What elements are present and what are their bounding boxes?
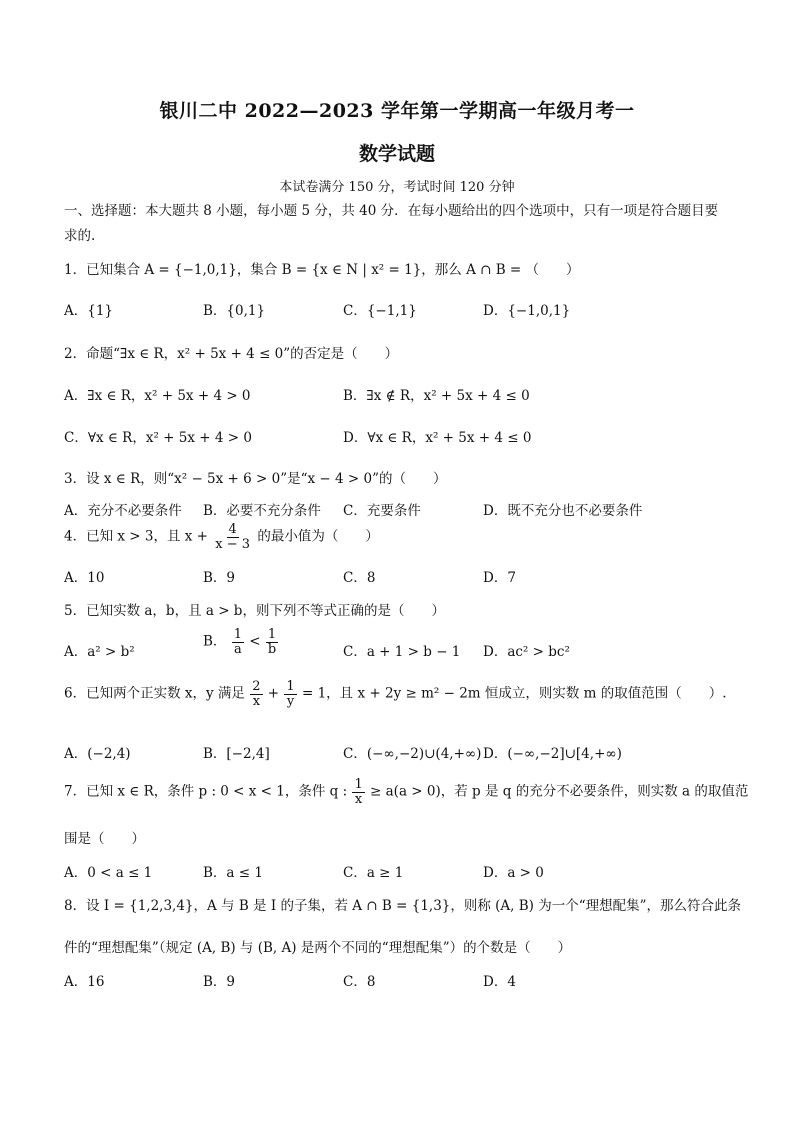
fraction-numerator: 1: [354, 777, 363, 792]
question-8-option-d: D．4: [483, 974, 516, 990]
question-1-option-c: C．{−1,1}: [343, 303, 417, 319]
question-3-option-d: D．既不充分也不必要条件: [483, 503, 643, 519]
question-6-stem-end: = 1，且 x + 2y ≥ m² − 2m 恒成立，则实数 m 的取值范围（ ）.: [301, 685, 727, 702]
question-7-option-c: C．a ≥ 1: [343, 865, 404, 881]
question-7-stem-end: ≥ a(a > 0)，若 p 是 q 的充分不必要条件，则实数 a 的取值范: [370, 783, 749, 800]
question-2-option-c: C．∀x ∈ R，x² + 5x + 4 > 0: [64, 430, 252, 446]
section-instruction-line2: 求的.: [64, 228, 96, 244]
fraction-denominator: b: [267, 641, 277, 657]
question-1-option-a: A．{1}: [64, 303, 114, 319]
question-6-stem: [64, 680, 727, 708]
question-1-option-b: B．{0,1}: [203, 303, 266, 319]
question-8-stem: 8．设 I = {1,2,3,4}，A 与 B 是 I 的子集，若 A ∩ B = {1,3}，则称 (A, B) 为一个“理想配集”，那么符合此条: [64, 898, 742, 914]
question-5-option-d: D．ac² > bc²: [483, 644, 570, 660]
question-4-stem-end: 的最小值为（ ）: [257, 528, 379, 545]
question-4-option-c: C．8: [343, 570, 376, 586]
question-5-option-b: [203, 628, 279, 656]
question-2-stem: 2．命题“∃x ∈ R，x² + 5x + 4 ≤ 0”的否定是（ ）: [64, 346, 399, 362]
question-4-stem-start: 4．已知 x > 3，且 x +: [64, 528, 208, 545]
question-8-stem-line2: 件的“理想配集”（规定 (A, B) 与 (B, A) 是两个不同的“理想配集”）的个数是（ ）: [64, 940, 572, 956]
question-4-fraction: [213, 523, 252, 551]
fraction-two-over-x: [250, 680, 262, 708]
fraction-numerator: 4: [228, 522, 237, 537]
question-4-option-a: A．10: [64, 570, 105, 586]
exam-subtitle: 数学试题: [358, 143, 435, 165]
question-7-option-a: A．0 < a ≤ 1: [64, 865, 153, 881]
fraction-one-over-b: [266, 628, 278, 656]
question-6-option-b: B．[−2,4]: [203, 746, 270, 762]
question-4-option-d: D．7: [483, 570, 516, 586]
question-5-stem: 5．已知实数 a，b，且 a > b，则下列不等式正确的是（ ）: [64, 603, 445, 619]
fraction-one-over-a: [232, 628, 244, 656]
question-3-option-a: A．充分不必要条件: [64, 503, 182, 519]
question-2-option-b: B．∃x ∉ R，x² + 5x + 4 ≤ 0: [343, 388, 530, 404]
question-5-option-c: C．a + 1 > b − 1: [343, 644, 461, 660]
fraction-one-over-y: [284, 680, 296, 708]
fraction-numerator: 2: [252, 679, 261, 694]
fraction-denominator: y: [286, 693, 295, 709]
question-6-option-d: D．(−∞,−2]∪[4,+∞): [483, 746, 622, 762]
fraction-numerator: 1: [286, 679, 295, 694]
question-6-option-a: A．(−2,4): [64, 746, 131, 762]
question-5-option-a: A．a² > b²: [64, 644, 135, 660]
fraction-one-over-x: [352, 778, 364, 806]
question-8-option-b: B．9: [203, 974, 236, 990]
question-2-option-d: D．∀x ∈ R，x² + 5x + 4 ≤ 0: [343, 430, 532, 446]
question-6-option-c: C．(−∞,−2)∪(4,+∞): [343, 746, 482, 762]
fraction-denominator: x: [252, 693, 261, 709]
less-than-sign: <: [249, 633, 261, 650]
question-8-option-c: C．8: [343, 974, 376, 990]
question-6-stem-start: 6．已知两个正实数 x，y 满足: [64, 685, 245, 702]
question-4-option-b: B．9: [203, 570, 236, 586]
exam-info: 本试卷满分 150 分，考试时间 120 分钟: [279, 180, 515, 195]
question-7-stem: [64, 778, 748, 806]
exam-title: 银川二中 2022—2023 学年第一学期高一年级月考一: [159, 100, 635, 122]
fraction-denominator: x − 3: [215, 536, 251, 552]
question-3-option-b: B．必要不充分条件: [203, 503, 321, 519]
question-7-stem-line2: 围是（ ）: [64, 831, 145, 847]
option-b-label: B．: [203, 633, 227, 650]
fraction-denominator: a: [233, 641, 242, 657]
question-8-option-a: A．16: [64, 974, 105, 990]
question-1-stem: 1．已知集合 A = {−1,0,1}，集合 B = {x ∈ N | x² = 1}，那么 A ∩ B = （ ）: [64, 262, 580, 278]
plus-sign: +: [267, 685, 280, 702]
fraction-numerator: 1: [233, 627, 242, 642]
section-instruction-line1: 一、选择题：本大题共 8 小题，每小题 5 分，共 40 分．在每小题给出的四个选项中，只有一项是符合题目要: [64, 203, 719, 219]
question-1-option-d: D．{−1,0,1}: [483, 303, 571, 319]
question-2-option-a: A．∃x ∈ R，x² + 5x + 4 > 0: [64, 388, 251, 404]
fraction-denominator: x: [354, 791, 363, 807]
question-7-option-b: B．a ≤ 1: [203, 865, 263, 881]
question-4-stem: [64, 523, 379, 551]
question-3-stem: 3．设 x ∈ R，则“x² − 5x + 6 > 0”是“x − 4 > 0”的（ ）: [64, 471, 447, 487]
question-7-stem-start: 7．已知 x ∈ R，条件 p : 0 < x < 1，条件 q :: [64, 783, 348, 800]
question-3-option-c: C．充要条件: [343, 503, 421, 519]
question-7-option-d: D．a > 0: [483, 865, 544, 881]
fraction-numerator: 1: [267, 627, 277, 642]
